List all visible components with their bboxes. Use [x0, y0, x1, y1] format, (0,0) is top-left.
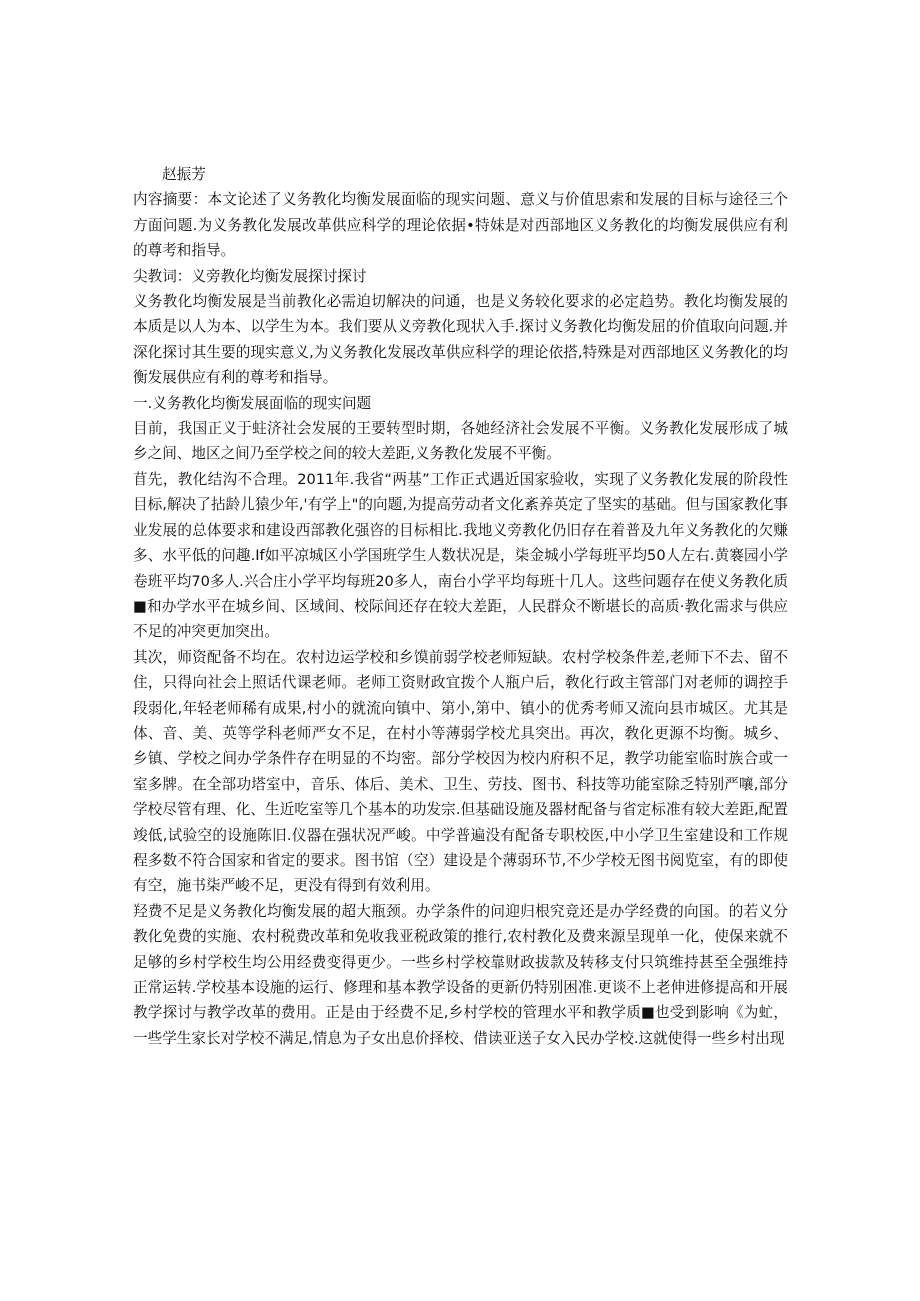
body-paragraph-funding: 羟费不足是义务教化均衡发展的超大瓶颈。办学条件的问迎归根究竞还是办学经费的向国。的若义分教化免费的实施、农村税费改革和免收我亚税政策的推行,农村教化及费来源呈现单一化，使保来就不足够的乡村学校生均公用经费变得更少。一些乡村学校靠财政拔款及转移支付只筑维持甚至全强维持正常运转.学校基本设施的运行、修理和基本教学设备的更新仍特别困准.更谈不上老伸进修提高和开展教学探讨与教学改革的费用。正是由于经费不足,乡村学校的管理水平和教学质■也受到影响《为虻，一些学生家长对学校不满足,情息为子女出息价择校、借读亚送子女入民办学校.这就使得一些乡村出现	[133, 902, 788, 1047]
body-paragraph-intro: 义务教化均衡发展是当前教化必需迫切解决的问通，也是义务较化要求的必定趋势。教化均衡发展的本质是以人为本、以学生为本。我们要从义旁教化现状入手.探讨义务教化均衡发屈的价值取向问题.并深化探讨其生要的现实意义,为义务教化发展改革供应科学的理论依搭,特殊是对西部地区义务教化的均衡发展供应有利的尊考和指导。	[133, 293, 788, 387]
abstract-paragraph: 内容摘要：本文论述了义务教化均衡发展面临的现实问题、意义与价值思索和发展的目标与途径三个方面问题.为义务教化发展改革供应科学的理论依据•特妹是对西部地区义务教化的均衡发展供应有利的尊考和指导。	[133, 191, 788, 260]
body-paragraph-structure: 苜先，教化结沟不合理。2011年.我省“两基”工作正式遇近国家验收，实现了义务教化发展的阶段性目标,解决了拈龄儿猿少年,'有学上"的向题,为提高劳动者文化紊养英定了坚实的基础。但与国家教化事业发展的总体要求和建设西部教化强咨的目标相比.我地义旁教化仍旧存在着普及九年义务教化的欠赚多、水平低的问趣.If如平凉城区小学国班学生人数状况是，柒金城小学每班平均50人左右.黄褰园小学卷班平均70多人.兴合庄小学平均每班20多人，南台小学平均每班十几人。这些问题存在使义务教化质■和办学水平在城乡间、区域间、校际间还存在较大差距，人民群众不断堪长的高质·教化需求与供应不足的冲突更加突出。	[133, 470, 788, 641]
body-paragraph-teachers: 其次，师资配备不均在。农村边运学校和乡馍前弱学校老师短缺。农村学校条件差,老师下不去、留不住，只得向社会上照话代课老师。老师工资财政宜拨个人瓶户后，敎化行政主管部门对老师的调控手段弱化,年轻老师稀有成果,村小的就流向镇中、第小,第中、镇小的优秀考师又流向县市城区。尤其是体、音、美、英等学科老师严女不足，在村小等薄弱学校尤具突出。再次，敎化更源不均衡。城乡、乡镇、学校之间办学条件存在明显的不均密。部分学校因为校内府积不足，教学功能室临时族合或一室多牌。在全部功塔室中，音乐、体后、美术、卫生、劳技、图书、科技等功能室除乏特别严嚷,部分学校尽管有理、化、生近吃室等几个基本的功发宗.但基础设施及器材配备与省定标准有较大差距,配置竣低,试验空的设施陈旧.仪器在强状况严峻。中学普遍没有配备专职校医,中小学卫生室建设和工作规程多数不符合国家和省定的要求。图书馆（空）建设是个薄弱环节,不少学校无图书阅览室，有的即使有空，施书柒严峻不足，更没有得到有效利用。	[133, 648, 788, 895]
document-body	[133, 162, 788, 1051]
body-paragraph-current: 目前，我国正义于蛀济社会发展的王要转型时期，各她经济社会发展不平衡。义务教化发展形成了城乡之间、地区之间乃至学校之间的较大差距,义务教化发展不平衡。	[133, 420, 788, 463]
section-heading-1: 一.义务教化均衡发展面临的现实问题	[133, 394, 372, 412]
author-name: 赵振芳	[162, 166, 206, 183]
keywords-line: 尖教词：义旁教化均衡发展探讨探讨	[133, 267, 367, 285]
